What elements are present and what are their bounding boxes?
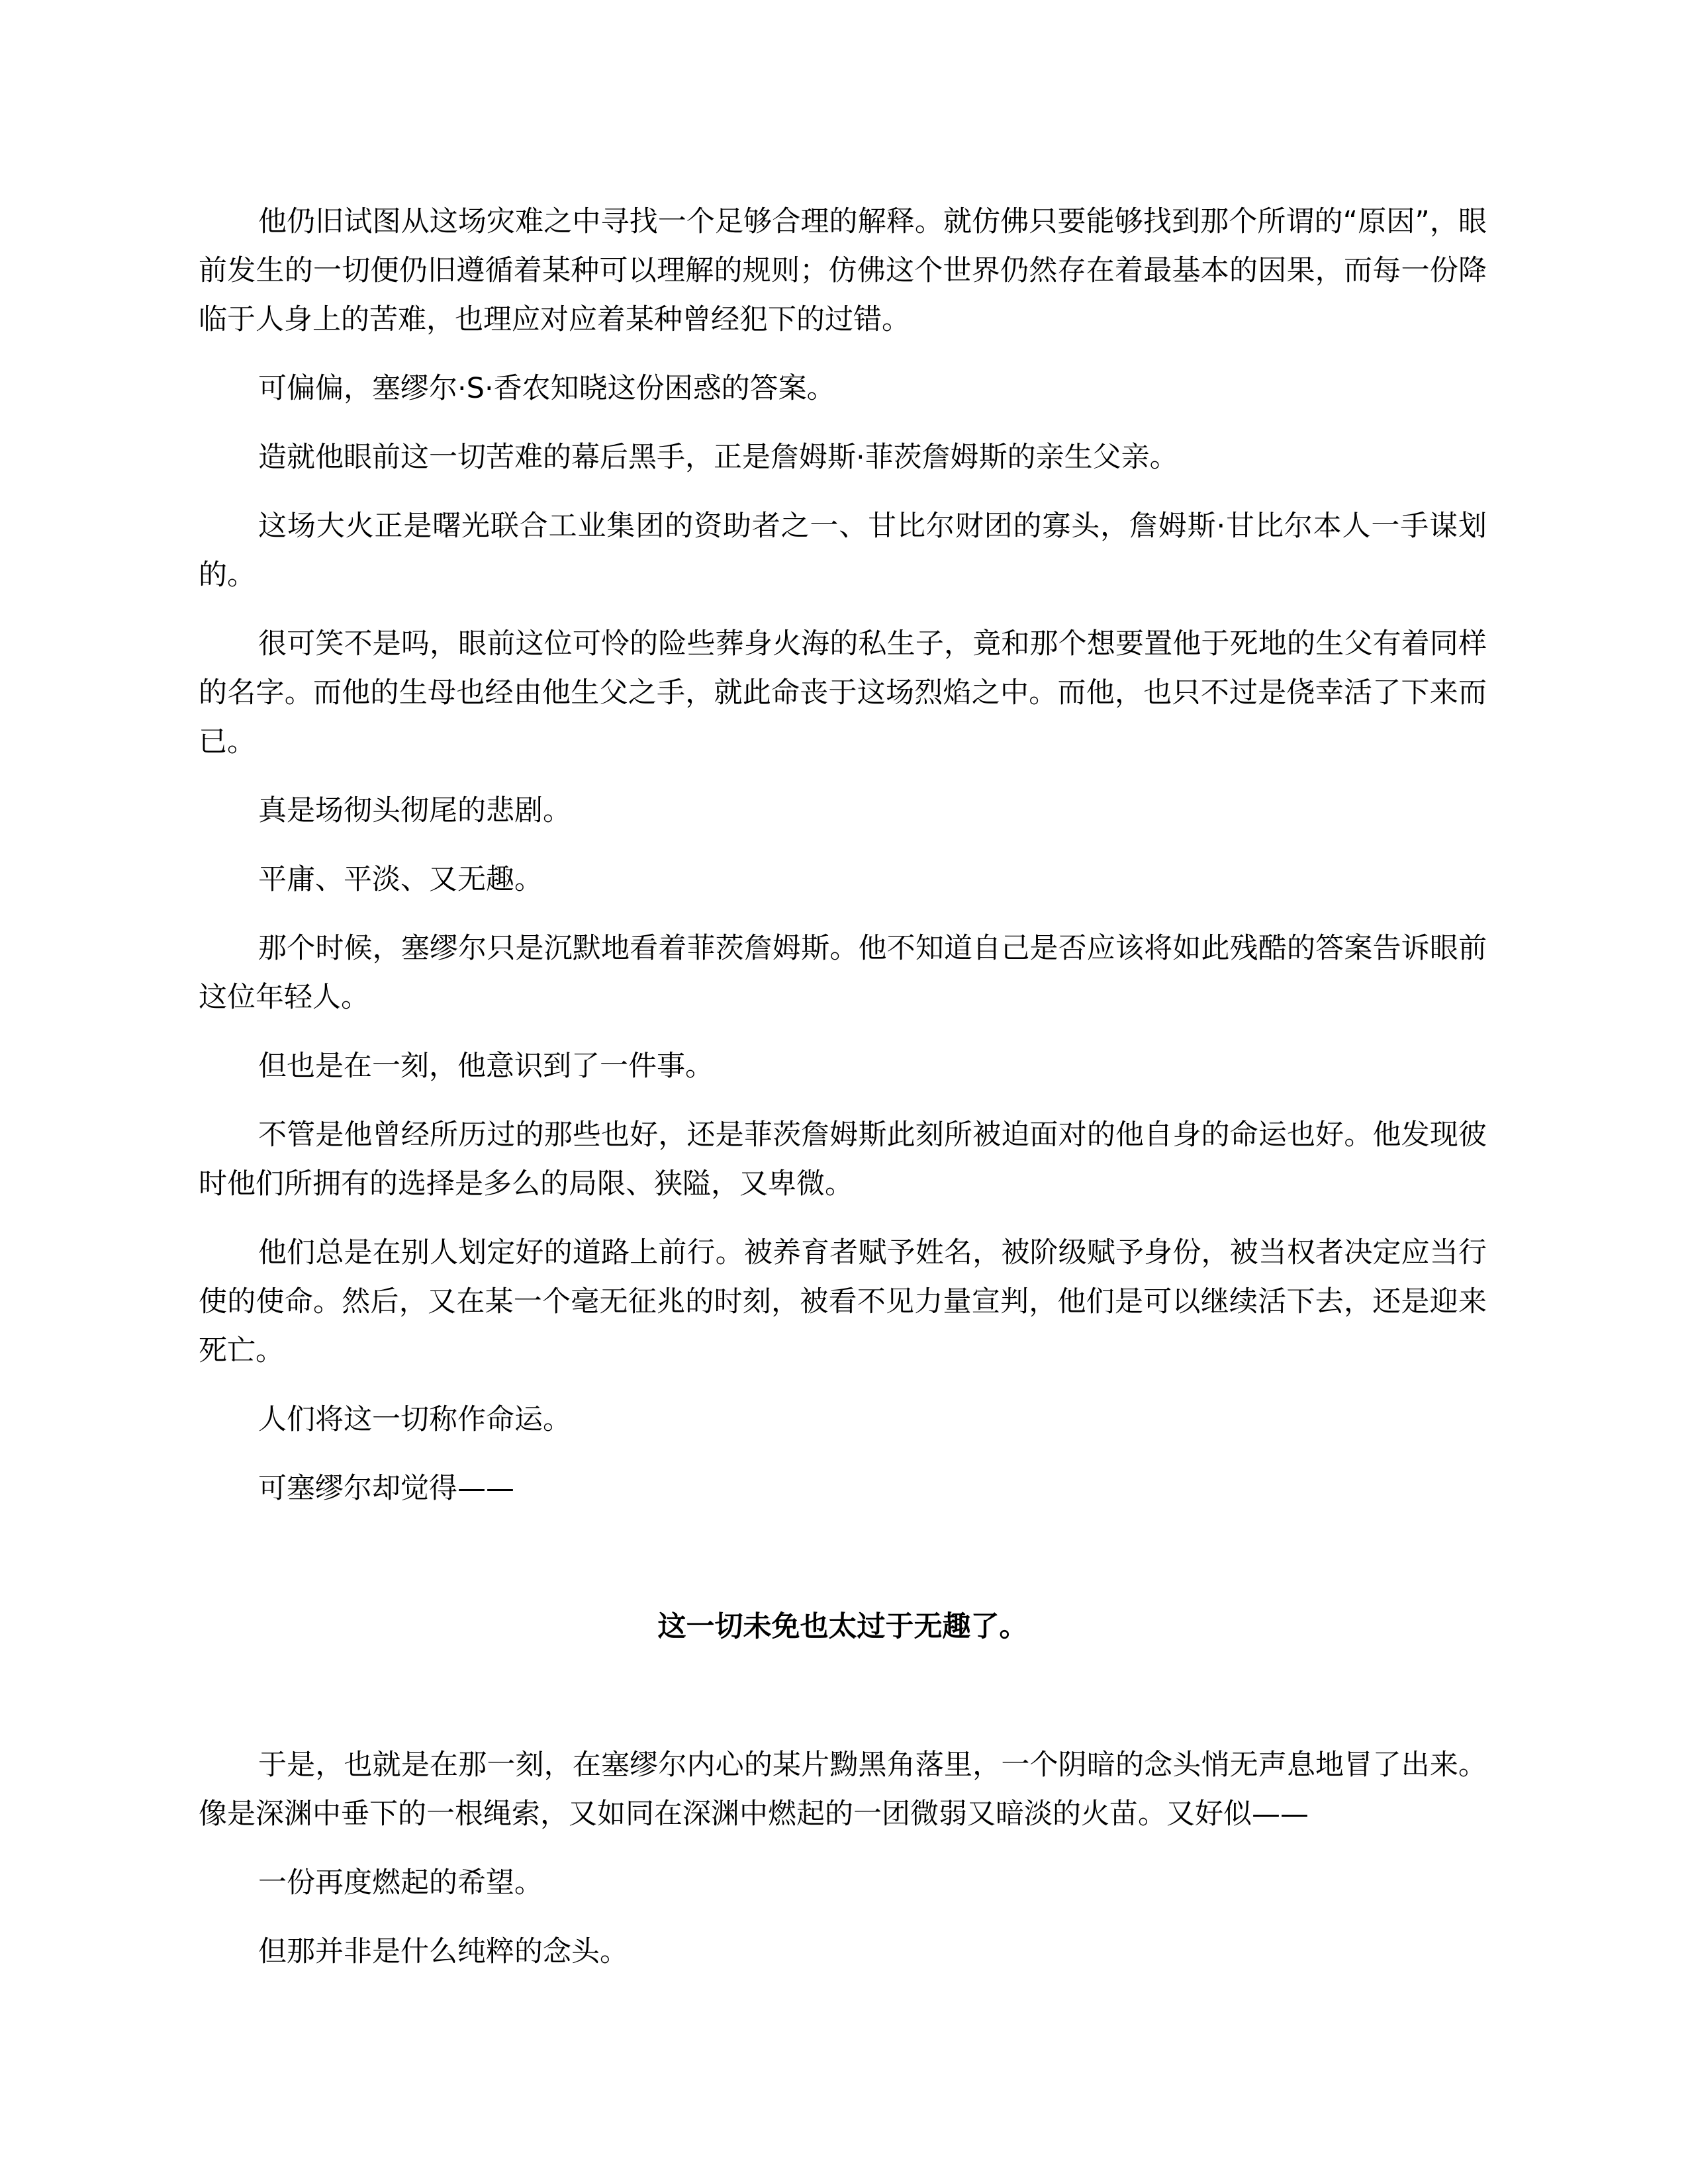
paragraph: 可偏偏，塞缪尔·S·香农知晓这份困惑的答案。 <box>258 372 835 405</box>
paragraph: 他们总是在别人划定好的道路上前行。被养育者赋予姓名，被阶级赋予身份，被当权者决定应当行使的使命。然后，又在某一个毫无征兆的时刻，被看不见力量宣判，他们是可以继续活下去，还是迎来死亡。 <box>199 1236 1487 1367</box>
paragraph: 真是场彻头彻尾的悲剧。 <box>258 794 571 827</box>
paragraph: 人们将这一切称作命运。 <box>258 1403 571 1436</box>
paragraph: 但那并非是什么纯粹的念头。 <box>258 1935 628 1968</box>
paragraph: 平庸、平淡、又无趣。 <box>258 863 543 896</box>
paragraph-spacer <box>199 1208 1487 1228</box>
paragraph: 这场大火正是曙光联合工业集团的资助者之一、甘比尔财团的寡头，詹姆斯·甘比尔本人一手谋划的。 <box>199 510 1487 592</box>
paragraph: 他仍旧试图从这场灾难之中寻找一个足够合理的解释。就仿佛只要能够找到那个所谓的“原因”，眼前发生的一切便仍旧遵循着某种可以理解的规则；仿佛这个世界仍然存在着最基本的因果，而每一份降临于人身上的苦难，也理应对应着某种曾经犯下的过错。 <box>199 205 1487 336</box>
paragraph: 可塞缪尔却觉得—— <box>258 1472 514 1505</box>
paragraph: 那个时候，塞缪尔只是沉默地看着菲茨詹姆斯。他不知道自己是否应该将如此残酷的答案告诉眼前这位年轻人。 <box>199 932 1487 1014</box>
paragraph-spacer <box>199 600 1487 619</box>
paragraph: 一份再度燃起的希望。 <box>258 1866 543 1899</box>
paragraph-spacer <box>199 1907 1487 1927</box>
centered-emphasis-line: 这一切未免也太过于无趣了。 <box>657 1610 1028 1643</box>
paragraph: 但也是在一刻，他意识到了一件事。 <box>258 1050 714 1083</box>
section-spacer <box>199 1513 1487 1602</box>
paragraph-spacer <box>199 1444 1487 1464</box>
paragraph: 不管是他曾经所历过的那些也好，还是菲茨詹姆斯此刻所被迫面对的他自身的命运也好。他发现彼时他们所拥有的选择是多么的局限、狭隘，又卑微。 <box>199 1118 1487 1201</box>
document-page <box>199 197 1487 1976</box>
paragraph-spacer <box>199 1839 1487 1858</box>
section-spacer <box>199 1651 1487 1741</box>
paragraph: 造就他眼前这一切苦难的幕后黑手，正是詹姆斯·菲茨詹姆斯的亲生父亲。 <box>258 441 1178 474</box>
paragraph-spacer <box>199 766 1487 786</box>
paragraph-spacer <box>199 482 1487 502</box>
paragraph-spacer <box>199 413 1487 433</box>
paragraph: 于是，也就是在那一刻，在塞缪尔内心的某片黝黑角落里，一个阴暗的念头悄无声息地冒了出来。像是深渊中垂下的一根绳索，又如同在深渊中燃起的一团微弱又暗淡的火苗。又好似—— <box>199 1749 1487 1831</box>
paragraph-spacer <box>199 1022 1487 1042</box>
paragraph-spacer <box>199 344 1487 364</box>
paragraph-spacer <box>199 835 1487 855</box>
paragraph-spacer <box>199 1375 1487 1395</box>
paragraph: 很可笑不是吗，眼前这位可怜的险些葬身火海的私生子，竟和那个想要置他于死地的生父有着同样的名字。而他的生母也经由他生父之手，就此命丧于这场烈焰之中。而他，也只不过是侥幸活了下来而已。 <box>199 627 1487 758</box>
paragraph-spacer <box>199 904 1487 924</box>
paragraph-spacer <box>199 1091 1487 1111</box>
